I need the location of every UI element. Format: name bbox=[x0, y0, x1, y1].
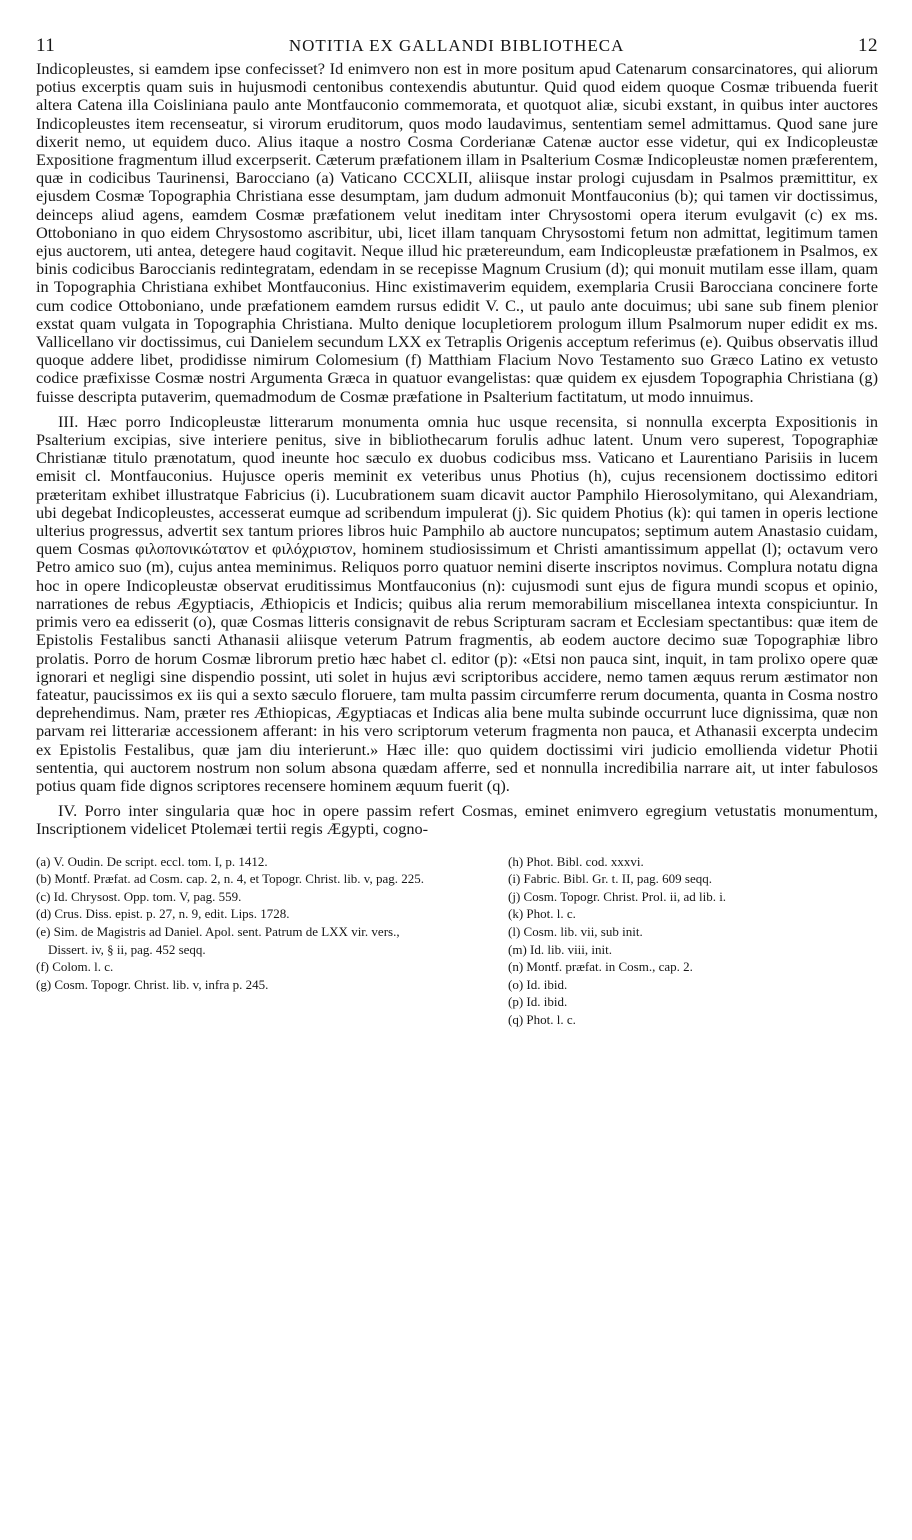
running-title: NOTITIA EX GALLANDI BIBLIOTHECA bbox=[288, 36, 625, 55]
left-page-number: 11 bbox=[36, 35, 56, 56]
footnote-k: (k) Phot. l. c. bbox=[508, 906, 576, 922]
footnote-b: (b) Montf. Præfat. ad Cosm. cap. 2, n. 4, et Topogr. Christ. lib. v, pag. 225. bbox=[36, 871, 424, 887]
paragraph-section-iii: III. Hæc porro Indicopleustæ litterarum monumenta omnia huc usque recensita, si nonnulla excerpta Expositionis in Psalterium excipias, sive interiere penitus, sive in bibliothecarum forulis adhuc latent. Unum vero superest, Topographiæ Christianæ titulo prænotatum, quod ineunte hoc sæculo ex duobus codicibus mss. Vaticano et Laurentiano Parisiis in lucem emisit cl. Montfauconius. Hujusce operis meminit ex veteribus unus Photius (h), cujus recensionem doctissimo editori præteritam exhibet illustratque Fabricius (i). Lucubrationem suam dicavit auctor Pamphilo Hierosolymitano, qui Alexandriam, ubi degebat Indicopleustes, accesserat eumque ad scribendum impulerat (j). Sic quidem Photius (k): qui tamen in operis lectione ulterius progressus, advertit sex tantum priores libros huic Pamphilo ab auctore nuncupatos; septimum autem Anastasio cuidam, quem Cosmas φιλοπονικώτατον et φιλόχριστον, hominem studiosissimum et Christi amantissimum appellat (l); octavum vero Petro amico suo (m), cujus antea meminimus. Reliquos porro quatuor nemini diserte inscriptos novimus. Complura notatu digna hoc in opere Indicopleustæ observat eruditissimus Montfauconius (n): cujusmodi sunt ejus de figura mundi scopus et opinio, narrationes de rebus Ægyptiacis, Æthiopicis et Indicis; quibus alia rerum memorabilium miscellanea intexta conspiciuntur. In primis vero ea edisserit (o), quæ Cosmas litteris consignavit de rebus Scripturam sacram et Ecclesiam spectantibus: quæ item de Epistolis Festalibus sancti Athanasii aliisque veterum Patrum fragmentis, ab eodem auctore decimo suæ Topographiæ libro prolatis. Porro de horum Cosmæ librorum pretio hæc habet cl. editor (p): «Etsi non pauca sint, inquit, in tam prolixo opere quæ ignorari et negligi sine dispendio possint, uti solet in hujus ævi scriptoribus accidere, nemo tamen æquus rerum æstimator non fateatur, paucissimos ex iis qui a sexto sæculo floruere, tam multa passim circumferre rerum documenta, quanta in Cosma nostro deprehendimus. Nam, præter res Æthiopicas, Ægyptiacas et Indicas alia bene multa subinde occurrunt luce dignissima, quæ non parvam rei litterariæ accessionem afferant: in his vero scriptorum veterum fragmenta non pauca, et Athanasii excerpta undecim ex Epistolis Festalibus, quæ jam diu interierunt.» Hæc ille: quo quidem doctissimi viri judicio emolliendа videtur Photii sententia, qui auctorem nostrum non solum absona quædam afferre, sed et nonnulla incredibilia narrare ait, ut inter fabulosos potius quam fide dignos scriptores recensere hominem æquum fuerit (q). bbox=[36, 411, 878, 795]
footnote-f: (f) Colom. l. c. bbox=[36, 959, 114, 975]
footnote-j: (j) Cosm. Topogr. Christ. Prol. ii, ad lib. i. bbox=[508, 888, 727, 904]
footnotes-left-column bbox=[36, 853, 436, 1029]
footnote-h: (h) Phot. Bibl. cod. xxxvi. bbox=[508, 853, 644, 869]
footnote-i: (i) Fabric. Bibl. Gr. t. II, pag. 609 seqq. bbox=[508, 871, 712, 887]
footnote-m: (m) Id. lib. viii, init. bbox=[508, 941, 612, 957]
running-header bbox=[36, 32, 878, 60]
footnote-n: (n) Montf. præfat. in Cosm., cap. 2. bbox=[508, 959, 693, 975]
footnote-o: (o) Id. ibid. bbox=[508, 976, 568, 992]
footnote-a: (a) V. Oudin. De script. eccl. tom. I, p. 1412. bbox=[36, 853, 268, 869]
right-page-number: 12 bbox=[857, 35, 878, 56]
paragraph-continuation: Indicopleustes, si eamdem ipse confecisset? Id enimvero non est in more positum apud Catenarum consarcinatores, qui aliorum potius excerptis quam suis in hujusmodi centonibus contexendis abutuntur. Quid quod eidem quoque Cosmæ tribuenda fuerit altera Catena illa Coisliniana paulo ante Montfauconio commemorata, et quotquot aliæ, sicubi exstant, in quibus inter auctores Indicopleustes item recenseatur, si virorum eruditorum, quos modo laudavimus, sententiam semel admittamus. Quod sane jure dixerit nemo, ut equidem duco. Alius itaque a nostro Cosma Corderianæ Catenæ auctor esse videtur, qui ex Indicopleustæ Expositione fragmentum illud excerpserit. Cæterum præfationem illam in Psalterium Cosmæ Indicopleustæ nomen præferentem, quæ in codicibus Taurinensi, Barocciano (a) Vaticano CCCXLII, aliisque instar prologi cujusdam in Psalmos præmittitur, ex ejusdem Cosmæ Topographia Christiana esse desumptam, jam dudum admonuit Montfauconius (b); qui tamen vir doctissimus, deinceps aliud agens, eamdem Cosmæ præfationem velut ineditam inter Chrysostomi opera iterum evulgavit (c) ex ms. Ottoboniano in quo eidem Chrysostomo ascribitur, ubi, licet illam tanquam Chrysostomi fetum non admittat, legitimum tamen ejus auctorem, uti antea, detegere haud cogitavit. Neque illud hic prætereundum, eam Indicopleustæ præfationem in Psalmos, ex binis codicibus Baroccianis redintegratam, edendam in se recepisse Magnum Crusium (d); qui monuit mutilam esse illam, quam in Topographia Christiana exhibet Montfauconius. Hinc existimaverim equidem, exemplaria Crusii Barocciana concinere forte cum codice Ottoboniano, unde præfationem eamdem rursus edidit V. C., ut paulo ante docuimus; ubi sane sub finem plenior exstat quam vulgata in Topographia Christiana. Multo denique locupletiorem prologum illum Psalmorum nuper edidit ex ms. Vallicellano vir doctissimus, cui Danielem secundum LXX ex Tetraplis Origenis acceptum referimus (e). Quibus observatis illud quoque addere libet, prodidisse nimirum Colomesium (f) Matthiam Flacium Novo Testamento suo Græco Latino ex vetusto codice præfixisse Cosmæ nostri Argumenta Græca in quatuor evangelistas: quæ quidem ex ejusdem Topographia Christiana (g) fuisse descripta putaverim, quemadmodum de Cosmæ præfatione in Psalterium factitatum, ut modo innuimus. bbox=[36, 59, 878, 406]
footnotes bbox=[36, 853, 878, 1029]
footnote-q: (q) Phot. l. c. bbox=[508, 1011, 576, 1027]
footnotes-right-column bbox=[508, 853, 878, 1029]
paragraph-section-iv: IV. Porro inter singularia quæ hoc in opere passim refert Cosmas, eminet enimvero egregium vetustatis monumentum, Inscriptionem videlicet Ptolemæi tertii regis Ægypti, cogno- bbox=[36, 801, 878, 839]
footnote-p: (p) Id. ibid. bbox=[508, 994, 568, 1010]
footnote-d: (d) Crus. Diss. epist. p. 27, n. 9, edit. Lips. 1728. bbox=[36, 906, 290, 922]
page bbox=[36, 32, 878, 1028]
footnote-e: (e) Sim. de Magistris ad Daniel. Apol. sent. Patrum de LXX vir. vers., Dissert. iv, § ii, pag. 452 seqq. bbox=[36, 923, 400, 957]
footnote-c: (c) Id. Chrysost. Opp. tom. V, pag. 559. bbox=[36, 888, 242, 904]
body-text bbox=[36, 60, 878, 839]
footnote-l: (l) Cosm. lib. vii, sub init. bbox=[508, 923, 643, 939]
footnote-g: (g) Cosm. Topogr. Christ. lib. v, infra p. 245. bbox=[36, 976, 269, 992]
